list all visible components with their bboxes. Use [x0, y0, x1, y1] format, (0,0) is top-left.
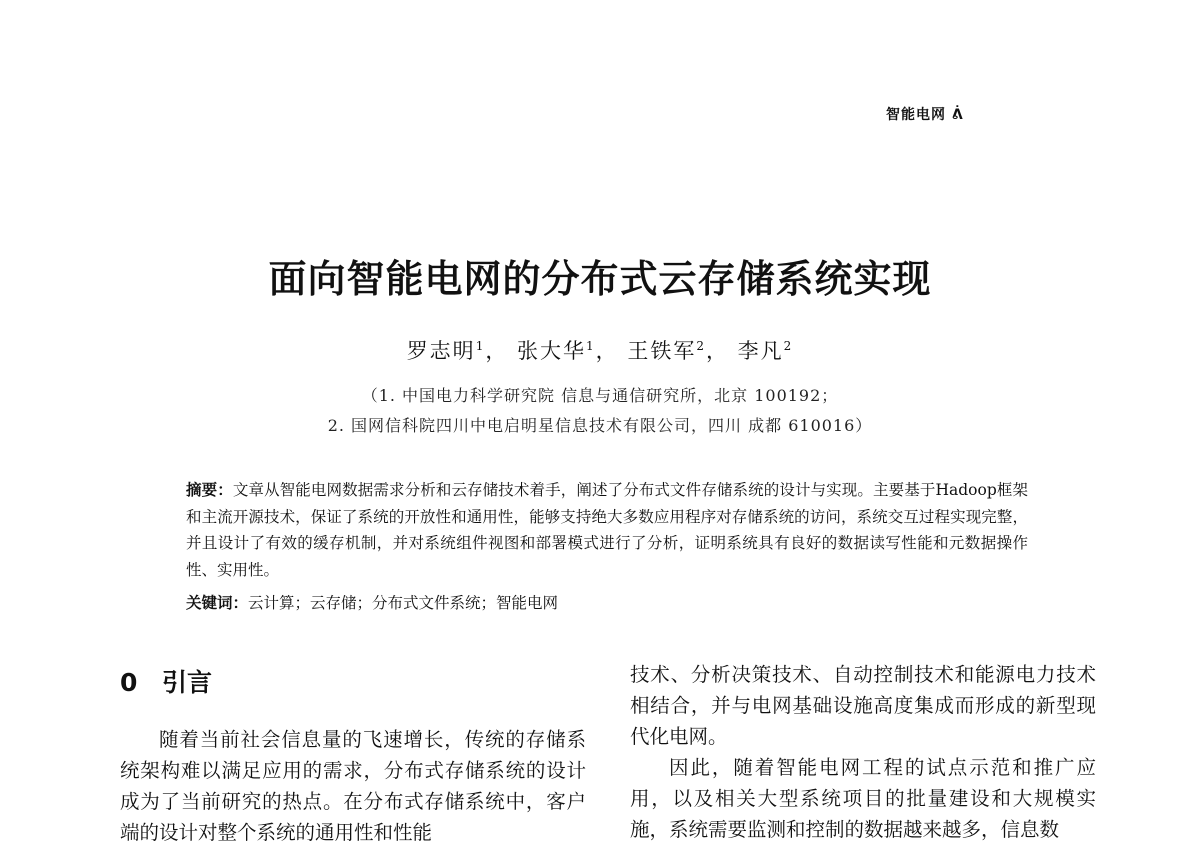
author-affiliation-mark: 2	[783, 339, 794, 353]
keywords-text: 云计算；云存储；分布式文件系统；智能电网	[248, 594, 559, 612]
abstract-label: 摘要：	[186, 481, 233, 499]
author-separator: ，	[595, 339, 619, 363]
section-number: 0	[120, 668, 138, 697]
author-affiliation-mark: 1	[586, 339, 596, 353]
keywords-label: 关键词：	[186, 594, 249, 612]
author-name: 王铁军	[627, 339, 697, 363]
author-name: 罗志明	[406, 339, 476, 363]
section-heading	[120, 663, 212, 699]
body-paragraph: 随着当前社会信息量的飞速增长，传统的存储系统架构难以满足应用的需求，分布式存储系统的设计成为了当前研究的热点。在分布式存储系统中，客户端的设计对整个系统的通用性和性能	[120, 728, 586, 844]
paper-title: 面向智能电网的分布式云存储系统实现	[268, 257, 932, 301]
right-column	[630, 659, 1096, 845]
abstract	[186, 477, 1028, 583]
keywords	[186, 591, 1028, 613]
author-separator: ，	[485, 339, 509, 363]
body-paragraph: 技术、分析决策技术、自动控制技术和能源电力技术相结合，并与电网基础设施高度集成而形成的新型现代化电网。	[630, 663, 1096, 748]
author-separator: ，	[705, 339, 729, 363]
body-paragraph: 因此，随着智能电网工程的试点示范和推广应用，以及相关大型系统项目的批量建设和大规模实施，系统需要监测和控制的数据越来越多，信息数	[630, 756, 1096, 841]
author-name: 李凡	[737, 339, 784, 363]
author-list	[0, 335, 1200, 365]
affiliation-2: 2. 国网信科院四川中电启明星信息技术有限公司，四川 成都 610016）	[327, 416, 873, 435]
author-affiliation-mark: 1	[475, 339, 486, 353]
running-head: 智能电网 ᕖ	[886, 107, 964, 123]
author-affiliation-mark: 2	[696, 339, 706, 353]
left-column	[120, 724, 586, 848]
author-name: 张大华	[517, 339, 587, 363]
abstract-text: 文章从智能电网数据需求分析和云存储技术着手，阐述了分布式文件存储系统的设计与实现。主要基于Hadoop框架和主流开源技术，保证了系统的开放性和通用性，能够支持绝大多数应用程序对存储系统的访问，系统交互过程实现完整，并且设计了有效的缓存机制，并对系统组件视图和部署模式进行了分析，证明系统具有良好的数据读写性能和元数据操作性、实用性。	[186, 481, 1028, 579]
affiliation-1: （1. 中国电力科学研究院 信息与通信研究所，北京 100192；	[361, 386, 839, 405]
section-title: 引言	[162, 668, 213, 697]
